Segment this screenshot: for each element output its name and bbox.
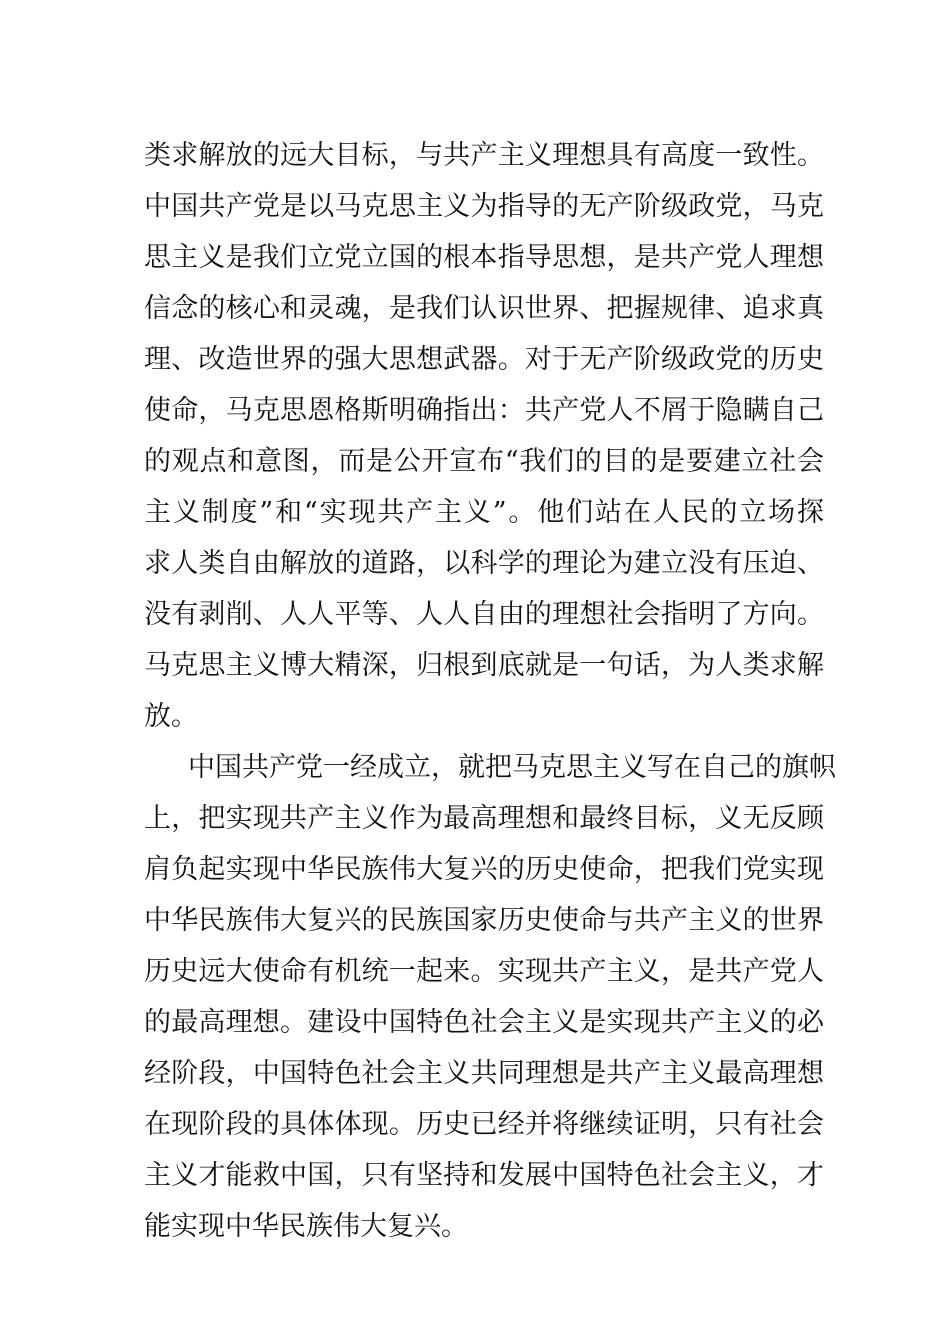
- text-line: 马克思主义博大精深，归根到底就是一句话，为人类求解: [144, 650, 824, 681]
- text-line: 中国共产党一经成立，就把马克思主义写在自己的旗帜: [188, 752, 836, 783]
- text-line: 肩负起实现中华民族伟大复兴的历史使命，把我们党实现: [144, 854, 824, 885]
- text-line: 放。: [144, 701, 198, 732]
- text-line: 中华民族伟大复兴的民族国家历史使命与共产主义的世界: [144, 905, 824, 936]
- text-line: 能实现中华民族伟大复兴。: [144, 1211, 468, 1242]
- text-line: 主义制度”和“实现共产主义”。他们站在人民的立场探: [144, 497, 824, 528]
- paragraph-1: [144, 130, 824, 742]
- text-line: 主义才能救中国，只有坚持和发展中国特色社会主义，才: [144, 1160, 824, 1191]
- text-line: 经阶段，中国特色社会主义共同理想是共产主义最高理想: [144, 1058, 824, 1089]
- text-line: 的观点和意图，而是公开宣布“我们的目的是要建立社会: [144, 446, 824, 477]
- paragraph-2: [144, 742, 836, 1252]
- text-line: 没有剥削、人人平等、人人自由的理想社会指明了方向。: [144, 599, 824, 630]
- text-line: 中国共产党是以马克思主义为指导的无产阶级政党，马克: [144, 191, 824, 222]
- text-line: 上，把实现共产主义作为最高理想和最终目标，义无反顾: [144, 803, 824, 834]
- text-line: 历史远大使命有机统一起来。实现共产主义，是共产党人: [144, 956, 824, 987]
- text-line: 的最高理想。建设中国特色社会主义是实现共产主义的必: [144, 1007, 824, 1038]
- text-line: 在现阶段的具体体现。历史已经并将继续证明，只有社会: [144, 1109, 824, 1140]
- text-line: 理、改造世界的强大思想武器。对于无产阶级政党的历史: [144, 344, 824, 375]
- text-line: 类求解放的远大目标，与共产主义理想具有高度一致性。: [144, 140, 824, 171]
- text-line: 求人类自由解放的道路，以科学的理论为建立没有压迫、: [144, 548, 824, 579]
- text-line: 使命，马克思恩格斯明确指出：共产党人不屑于隐瞒自己: [144, 395, 824, 426]
- text-line: 信念的核心和灵魂，是我们认识世界、把握规律、追求真: [144, 293, 824, 324]
- body-text: [144, 130, 836, 1252]
- text-line: 思主义是我们立党立国的根本指导思想，是共产党人理想: [144, 242, 824, 273]
